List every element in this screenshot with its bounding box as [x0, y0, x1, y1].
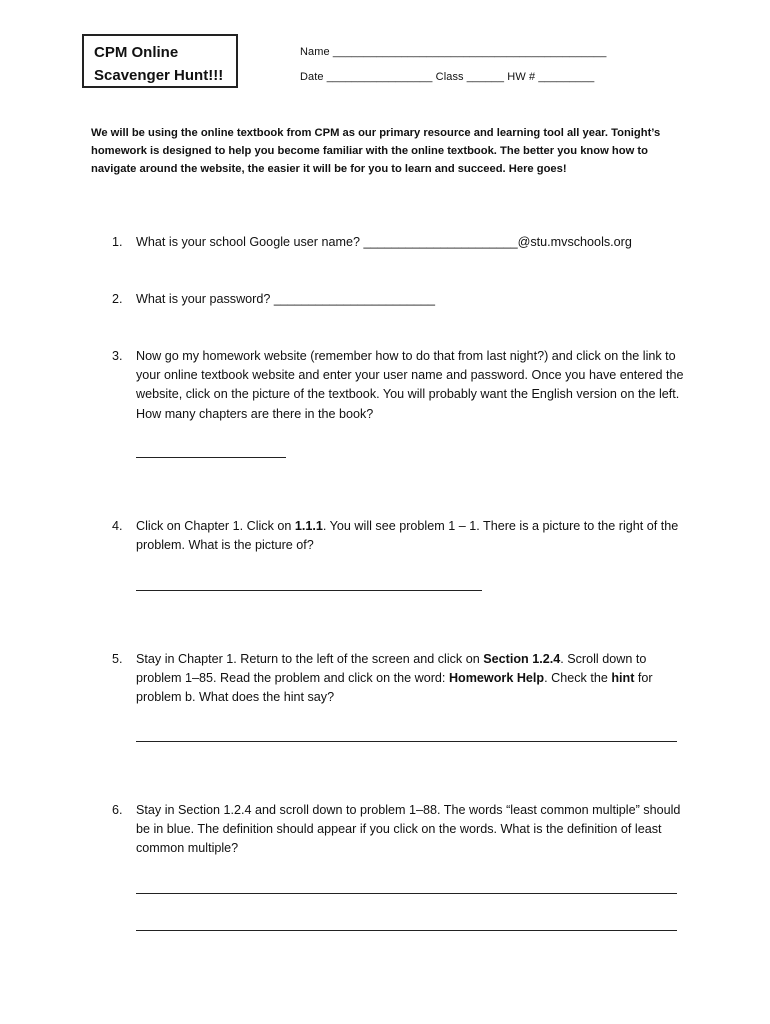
question-text: What is your password? _______________________ — [136, 292, 435, 306]
question-6 — [112, 801, 687, 859]
question-number: 5. — [112, 652, 123, 666]
date-class-hw-line: Date _________________ Class ______ HW # _________ — [300, 71, 595, 83]
question-text: Now go my homework website (remember how to do that from last night?) and click on the link to your online textbook website and enter your user name and password. Once you have entered the website, click on the picture of the textbook. You will probably want the English version on the left. How many chapters are there in the book? — [136, 349, 684, 421]
question-number: 3. — [112, 349, 123, 363]
title-line-1: CPM Online — [94, 44, 179, 61]
question-4 — [112, 517, 687, 555]
question-number: 2. — [112, 292, 123, 306]
question-text: What is your school Google user name? ______________________@stu.mvschools.org — [136, 235, 632, 249]
worksheet-title-box — [82, 34, 238, 88]
question-1 — [112, 233, 687, 252]
answer-line-q4 — [136, 590, 482, 591]
name-field-line: Name ____________________________________________ — [300, 46, 607, 58]
answer-line-q3 — [136, 457, 286, 458]
question-5 — [112, 650, 687, 708]
title-line-2: Scavenger Hunt!!! — [94, 67, 224, 84]
answer-line-q5 — [136, 741, 677, 742]
question-text: Stay in Chapter 1. Return to the left of the screen and click on Section 1.2.4. Scroll down to problem 1–85. Read the problem and click on the word: Homework Help. Check the hint for problem b. What does the hint say? — [136, 652, 653, 705]
question-2 — [112, 290, 687, 309]
question-number: 6. — [112, 803, 123, 817]
question-number: 1. — [112, 235, 123, 249]
answer-line-q6-1 — [136, 893, 677, 894]
question-number: 4. — [112, 519, 123, 533]
answer-line-q6-2 — [136, 930, 677, 931]
intro-paragraph: We will be using the online textbook from CPM as our primary resource and learning tool all year. Tonight’s homework is designed to help you become familiar with the online textbook. The better you know how to navigate around the website, the easier it will be for you to learn and succeed. Here goes! — [91, 127, 661, 176]
question-text: Click on Chapter 1. Click on 1.1.1. You will see problem 1 – 1. There is a picture to the right of the problem. What is the picture of? — [136, 519, 679, 553]
question-3 — [112, 347, 687, 424]
question-text: Stay in Section 1.2.4 and scroll down to problem 1–88. The words “least common multiple” should be in blue. The definition should appear if you click on the words. What is the definition of least common multiple? — [136, 803, 681, 856]
